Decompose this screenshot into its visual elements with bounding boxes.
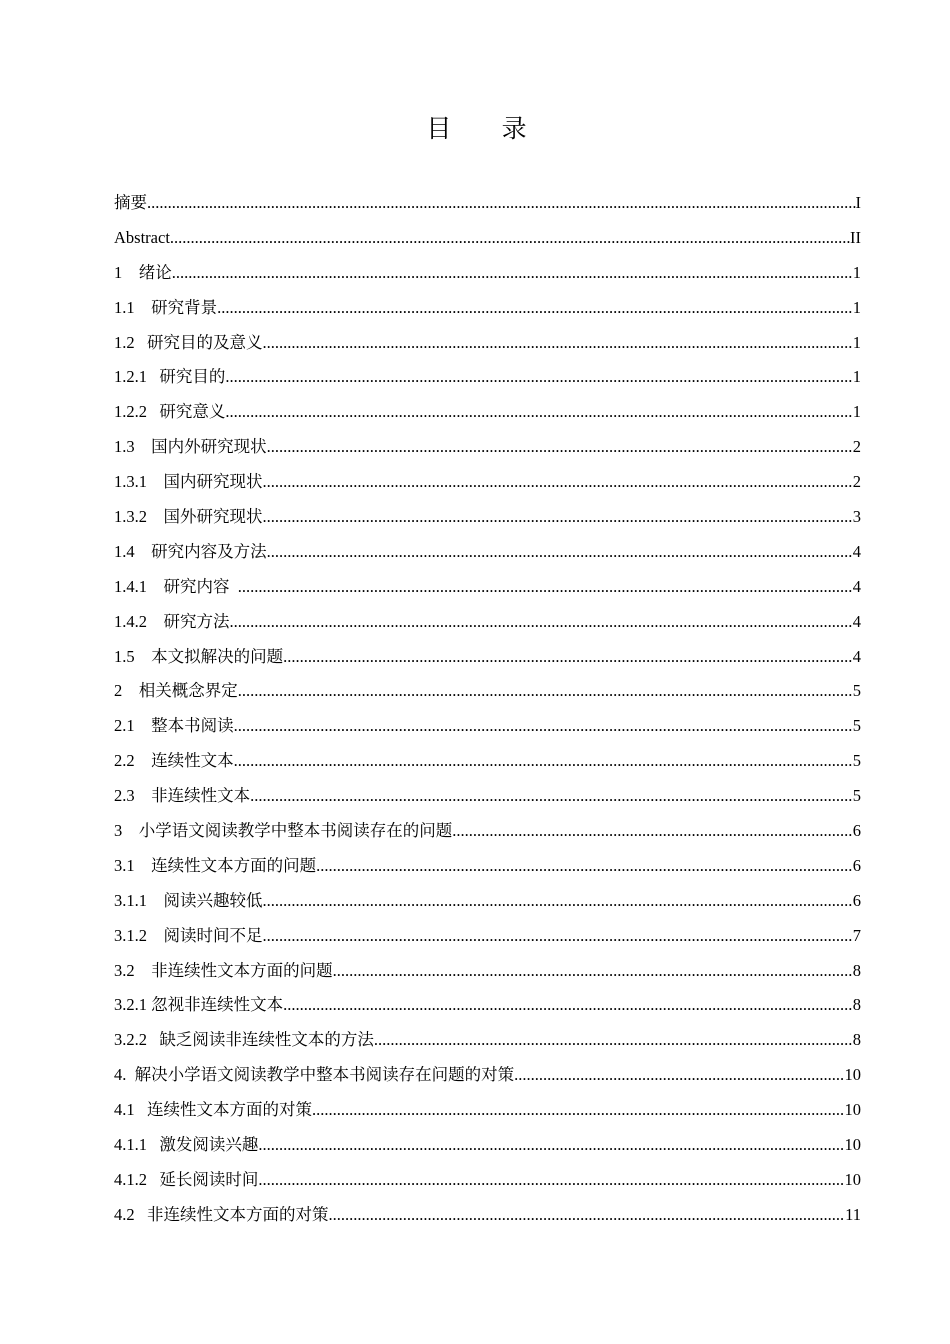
toc-entry-number: 1.4.2 xyxy=(114,611,147,631)
toc-entry-text: 研究内容及方法 xyxy=(151,541,267,561)
toc-entry-gap xyxy=(147,402,159,421)
toc-entry-text: 研究内容 xyxy=(163,576,238,596)
toc-entry-text: 绪论 xyxy=(138,262,172,282)
toc-entry-label xyxy=(114,221,170,256)
toc-entry-text: 解决小学语文阅读教学中整本书阅读存在问题的对策 xyxy=(134,1065,515,1085)
toc-dot-leader xyxy=(225,395,852,430)
toc-entry-gap xyxy=(135,298,152,317)
toc-entry-text: 研究背景 xyxy=(151,297,218,317)
toc-entry[interactable] xyxy=(114,849,861,884)
toc-entry-gap xyxy=(135,716,152,735)
toc-page-number: 1 xyxy=(852,297,861,317)
toc-entry-gap xyxy=(147,577,164,596)
toc-entry-gap xyxy=(122,263,139,282)
toc-entry[interactable] xyxy=(114,186,861,221)
toc-dot-leader xyxy=(170,221,850,256)
toc-entry-label xyxy=(114,744,234,779)
toc-entry-label xyxy=(114,640,283,675)
toc-entry[interactable] xyxy=(114,640,861,675)
toc-entry-label xyxy=(114,326,263,361)
toc-entry-text: 连续性文本方面的问题 xyxy=(151,855,317,875)
toc-entry[interactable] xyxy=(114,709,861,744)
toc-entry-gap xyxy=(122,681,139,700)
toc-entry-gap xyxy=(135,1205,147,1224)
toc-page-number: 7 xyxy=(852,925,861,945)
toc-entry-text: 连续性文本方面的对策 xyxy=(147,1100,312,1120)
toc-dot-leader xyxy=(283,988,853,1023)
toc-entry-label xyxy=(114,884,263,919)
toc-entry-gap xyxy=(147,926,164,945)
toc-dot-leader xyxy=(267,430,853,465)
toc-entry[interactable] xyxy=(114,326,861,361)
toc-entry-number: 1 xyxy=(114,262,123,282)
toc-entry-text: 本文拟解决的问题 xyxy=(151,646,284,666)
toc-entry-text: 研究意义 xyxy=(159,402,226,422)
toc-entry-text: 缺乏阅读非连续性文本的方法 xyxy=(159,1030,374,1050)
toc-dot-leader xyxy=(217,291,853,326)
toc-dot-leader xyxy=(234,744,853,779)
toc-entry-number: 4. xyxy=(114,1065,127,1085)
toc-entry[interactable] xyxy=(114,1128,861,1163)
toc-entry[interactable] xyxy=(114,744,861,779)
toc-entry-label xyxy=(114,186,147,221)
toc-entry[interactable] xyxy=(114,291,861,326)
toc-entry-gap xyxy=(135,961,152,980)
toc-entry-label xyxy=(114,814,452,849)
toc-entry-text: 国内外研究现状 xyxy=(151,437,267,457)
toc-page-number: 6 xyxy=(852,890,861,910)
toc-page-number: 10 xyxy=(844,1100,861,1120)
toc-entry[interactable] xyxy=(114,919,861,954)
toc-entry-text: 非连续性文本方面的问题 xyxy=(151,960,333,980)
toc-entry-number: 1.2.1 xyxy=(114,367,147,387)
toc-dot-leader xyxy=(238,570,853,605)
toc-entry-number: 2.3 xyxy=(114,786,135,806)
toc-entry-gap xyxy=(122,821,139,840)
toc-entry[interactable] xyxy=(114,256,861,291)
toc-entry[interactable] xyxy=(114,465,861,500)
toc-dot-leader xyxy=(172,256,853,291)
toc-entry-number: 1.5 xyxy=(114,646,135,666)
toc-page-number: 4 xyxy=(852,611,861,631)
toc-entry[interactable] xyxy=(114,1058,861,1093)
toc-entry[interactable] xyxy=(114,1023,861,1058)
toc-entry-label xyxy=(114,1093,312,1128)
toc-entry-gap xyxy=(135,1100,147,1119)
toc-entry-label xyxy=(114,988,283,1023)
toc-page-number: 10 xyxy=(844,1169,861,1189)
toc-entry-label xyxy=(114,954,333,989)
toc-entry-label xyxy=(114,1198,329,1233)
toc-entry-gap xyxy=(135,786,152,805)
toc-entry-label xyxy=(114,674,238,709)
toc-dot-leader xyxy=(263,919,853,954)
toc-entry-gap xyxy=(135,437,152,456)
toc-entry-label xyxy=(114,535,267,570)
toc-entry-text: 阅读兴趣较低 xyxy=(163,890,263,910)
toc-page-number: 8 xyxy=(852,995,861,1015)
toc-entry-text: 非连续性文本 xyxy=(151,786,251,806)
toc-page-number: 8 xyxy=(852,1030,861,1050)
toc-entry-label xyxy=(114,709,234,744)
toc-dot-leader xyxy=(263,884,853,919)
toc-dot-leader xyxy=(267,535,853,570)
toc-dot-leader xyxy=(230,605,853,640)
toc-entry[interactable] xyxy=(114,814,861,849)
toc-entry-number: 1.3.2 xyxy=(114,507,147,527)
toc-entry-text: 研究方法 xyxy=(163,611,230,631)
toc-entry[interactable] xyxy=(114,535,861,570)
toc-page-number: 5 xyxy=(852,751,861,771)
toc-page-number: 11 xyxy=(845,1204,861,1224)
toc-entry[interactable] xyxy=(114,884,861,919)
toc-entry-label xyxy=(114,1128,258,1163)
toc-entry-text: 激发阅读兴趣 xyxy=(159,1135,259,1155)
toc-entry-gap xyxy=(147,1135,159,1154)
toc-entry-number: 3.2.2 xyxy=(114,1030,147,1050)
toc-entry-number: 1.1 xyxy=(114,297,135,317)
toc-entry-number: 4.2 xyxy=(114,1204,135,1224)
toc-entry-number: 1.2 xyxy=(114,332,135,352)
toc-page-number: 5 xyxy=(852,786,861,806)
toc-page-number: 4 xyxy=(852,576,861,596)
toc-entry[interactable] xyxy=(114,1198,861,1233)
toc-entry[interactable] xyxy=(114,1163,861,1198)
toc-entry-text: 国内研究现状 xyxy=(163,472,263,492)
toc-entry-label xyxy=(114,570,238,605)
toc-entry-label xyxy=(114,256,172,291)
toc-dot-leader xyxy=(225,360,852,395)
toc-entry-number: 1.4.1 xyxy=(114,576,147,596)
toc-page-number: 2 xyxy=(852,437,861,457)
toc-dot-leader xyxy=(329,1198,846,1233)
toc-entry-number: 2.2 xyxy=(114,751,135,771)
toc-entry[interactable] xyxy=(114,988,861,1023)
toc-page-number: 3 xyxy=(852,507,861,527)
toc-entry-label xyxy=(114,779,250,814)
toc-entry-gap xyxy=(147,472,164,491)
toc-page-number: I xyxy=(855,193,861,212)
toc-entry[interactable] xyxy=(114,360,861,395)
toc-dot-leader xyxy=(250,779,853,814)
toc-list xyxy=(114,186,861,1233)
toc-entry-number: 3.1 xyxy=(114,855,135,875)
toc-dot-leader xyxy=(514,1058,844,1093)
toc-page-number: 10 xyxy=(844,1065,861,1085)
toc-entry-gap xyxy=(135,542,152,561)
toc-dot-leader xyxy=(452,814,853,849)
toc-entry-label xyxy=(114,849,316,884)
toc-page-number: 4 xyxy=(852,646,861,666)
toc-dot-leader xyxy=(316,849,853,884)
toc-entry-gap xyxy=(135,856,152,875)
toc-page-number: 6 xyxy=(852,855,861,875)
toc-entry[interactable] xyxy=(114,570,861,605)
toc-entry-number: 2.1 xyxy=(114,716,135,736)
toc-entry-number: 4.1.2 xyxy=(114,1169,147,1189)
toc-entry-label xyxy=(114,395,225,430)
toc-entry-text: 摘要 xyxy=(114,193,147,212)
toc-page-number: 8 xyxy=(852,960,861,980)
toc-entry[interactable] xyxy=(114,605,861,640)
toc-dot-leader xyxy=(263,326,853,361)
toc-entry-text: 阅读时间不足 xyxy=(163,925,263,945)
toc-dot-leader xyxy=(263,465,853,500)
toc-dot-leader xyxy=(238,674,853,709)
toc-page-number: II xyxy=(850,227,861,247)
toc-entry-text: 国外研究现状 xyxy=(163,507,263,527)
toc-entry-label xyxy=(114,291,217,326)
toc-entry-text: 研究目的 xyxy=(159,367,226,387)
toc-entry-number: 1.2.2 xyxy=(114,402,147,422)
toc-page-number: 6 xyxy=(852,821,861,841)
toc-page-number: 1 xyxy=(852,402,861,422)
toc-entry-text: 非连续性文本方面的对策 xyxy=(147,1204,329,1224)
toc-entry-gap xyxy=(135,333,147,352)
toc-entry-gap xyxy=(135,751,152,770)
toc-entry-text: 整本书阅读 xyxy=(151,716,234,736)
toc-entry-number: 3.2 xyxy=(114,960,135,980)
toc-entry-label xyxy=(114,1058,514,1093)
toc-dot-leader xyxy=(258,1128,844,1163)
toc-entry-label xyxy=(114,605,230,640)
toc-dot-leader xyxy=(234,709,853,744)
toc-page-number: 1 xyxy=(852,262,861,282)
toc-entry-gap xyxy=(147,507,164,526)
toc-dot-leader xyxy=(263,500,853,535)
toc-entry-gap xyxy=(147,891,164,910)
toc-entry-text: 延长阅读时间 xyxy=(159,1169,259,1189)
toc-entry-gap xyxy=(147,367,159,386)
toc-entry-label xyxy=(114,430,267,465)
toc-entry-number: 1.4 xyxy=(114,541,135,561)
toc-entry-text: 研究目的及意义 xyxy=(147,332,263,352)
toc-entry-label xyxy=(114,1023,374,1058)
toc-entry-number: 3.1.2 xyxy=(114,925,147,945)
toc-entry-label xyxy=(114,465,263,500)
toc-page-number: 1 xyxy=(852,332,861,352)
toc-entry-number: 2 xyxy=(114,681,123,701)
toc-entry-text: 小学语文阅读教学中整本书阅读存在的问题 xyxy=(138,821,453,841)
toc-entry-label xyxy=(114,500,263,535)
toc-entry[interactable] xyxy=(114,500,861,535)
toc-entry-number: 1.3.1 xyxy=(114,472,147,492)
toc-dot-leader xyxy=(374,1023,853,1058)
toc-entry-text: 相关概念界定 xyxy=(138,681,238,701)
toc-entry-text: 连续性文本 xyxy=(151,751,234,771)
toc-entry-number: 3.2.1 xyxy=(114,995,147,1015)
toc-entry-gap xyxy=(135,647,152,666)
toc-entry-number: 4.1 xyxy=(114,1100,135,1120)
toc-entry[interactable] xyxy=(114,779,861,814)
toc-entry-number: 4.1.1 xyxy=(114,1135,147,1155)
toc-dot-leader xyxy=(312,1093,845,1128)
toc-entry-text: Abstract xyxy=(114,227,170,247)
toc-entry-text: 忽视非连续性文本 xyxy=(151,995,284,1015)
toc-entry-gap xyxy=(147,1030,159,1049)
toc-dot-leader xyxy=(333,954,853,989)
toc-entry-number: 3 xyxy=(114,821,123,841)
toc-entry-label xyxy=(114,1163,258,1198)
toc-page-number: 10 xyxy=(844,1135,861,1155)
toc-page-number: 2 xyxy=(852,472,861,492)
toc-title: 目 录 xyxy=(426,116,549,143)
toc-entry-label xyxy=(114,919,263,954)
toc-entry-gap xyxy=(147,612,164,631)
toc-page-number: 5 xyxy=(852,681,861,701)
toc-entry-label xyxy=(114,360,225,395)
toc-entry-number: 3.1.1 xyxy=(114,890,147,910)
toc-entry[interactable] xyxy=(114,674,861,709)
toc-dot-leader xyxy=(258,1163,844,1198)
toc-entry-gap xyxy=(126,1065,134,1084)
toc-entry[interactable] xyxy=(114,395,861,430)
toc-page-number: 1 xyxy=(852,367,861,387)
toc-dot-leader xyxy=(283,640,853,675)
toc-page-number: 5 xyxy=(852,716,861,736)
toc-entry-gap xyxy=(147,1170,159,1189)
toc-entry[interactable] xyxy=(114,954,861,989)
toc-page-number: 4 xyxy=(852,541,861,561)
toc-entry-number: 1.3 xyxy=(114,437,135,457)
toc-entry[interactable] xyxy=(114,430,861,465)
toc-entry[interactable] xyxy=(114,1093,861,1128)
toc-dot-leader xyxy=(147,186,856,221)
toc-entry[interactable] xyxy=(114,221,861,256)
